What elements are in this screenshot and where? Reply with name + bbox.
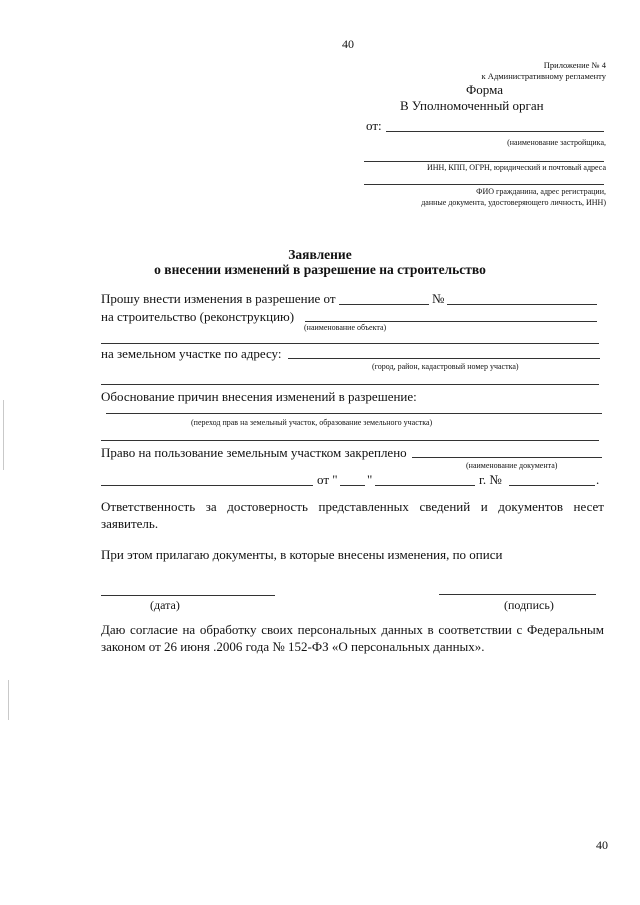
person-hint-1: ФИО гражданина, адрес регистрации, [476, 187, 606, 196]
ids-hint: ИНН, КПП, ОГРН, юридический и почтовый адреса [426, 163, 606, 172]
recipient-label: В Уполномоченный орган [400, 98, 544, 113]
form-label: Форма [466, 82, 503, 97]
object-field-continued[interactable] [101, 343, 599, 344]
regulation-label: к Административному регламенту [481, 71, 606, 81]
developer-hint: (наименование застройщика, [507, 138, 606, 147]
page-number-bottom: 40 [596, 838, 608, 852]
scan-mark [8, 680, 9, 720]
right-label: Право на пользование земельным участком закреплено [101, 445, 407, 460]
reason-label: Обоснование причин внесения изменений в разрешение: [101, 389, 417, 404]
attach-line: При этом прилагаю документы, в которые внесены изменения, по описи [101, 547, 503, 562]
developer-field[interactable] [386, 131, 604, 132]
construction-label: на строительство (реконструкцию) [101, 309, 295, 324]
ids-field[interactable] [364, 161, 604, 162]
document-title: Заявление [288, 247, 352, 262]
permit-number-field[interactable] [447, 304, 597, 305]
number-sign: № [432, 291, 445, 306]
right-document-field[interactable] [412, 457, 602, 458]
permit-date-field[interactable] [339, 304, 429, 305]
date-hint: (дата) [150, 598, 180, 612]
reason-hint: (переход прав на земельный участок, образование земельного участка) [191, 418, 433, 427]
right-document-field-continued[interactable] [101, 485, 313, 486]
page-number-top: 40 [342, 37, 354, 51]
year-number-label: г. № [479, 472, 502, 487]
from-label: от: [366, 118, 382, 133]
date-signature-field[interactable] [101, 595, 275, 596]
date-quote: " [367, 472, 373, 487]
land-label: на земельном участке по адресу: [101, 346, 282, 361]
date-from-label: от " [317, 472, 338, 487]
person-field[interactable] [364, 184, 604, 185]
consent-line-1: Даю согласие на обработку своих персональных данных в соответствии с Федеральным [101, 622, 604, 637]
signature-hint: (подпись) [504, 598, 554, 612]
appendix-label: Приложение № 4 [543, 60, 606, 70]
document-subtitle: о внесении изменений в разрешение на строительство [154, 262, 486, 277]
address-field-continued[interactable] [101, 384, 599, 385]
object-field[interactable] [305, 321, 597, 322]
document-hint: (наименование документа) [466, 461, 558, 470]
reason-field[interactable] [106, 413, 602, 414]
scan-mark [3, 400, 4, 470]
day-field[interactable] [340, 485, 365, 486]
object-hint: (наименование объекта) [304, 323, 387, 332]
request-label: Прошу внести изменения в разрешение от [101, 291, 336, 306]
month-field[interactable] [375, 485, 475, 486]
end-dot: . [596, 472, 600, 487]
address-hint: (город, район, кадастровый номер участка) [372, 362, 519, 371]
responsibility-line-2: заявитель. [101, 516, 159, 531]
responsibility-line-1: Ответственность за достоверность представленных сведений и документов несет [101, 499, 604, 514]
address-field[interactable] [288, 358, 600, 359]
reason-field-continued[interactable] [101, 440, 599, 441]
document-number-field[interactable] [509, 485, 595, 486]
signature-field[interactable] [439, 594, 596, 595]
consent-line-2: законом от 26 июня .2006 года № 152-ФЗ «О персональных данных». [101, 639, 485, 654]
person-hint-2: данные документа, удостоверяющего личность, ИНН) [421, 198, 606, 207]
